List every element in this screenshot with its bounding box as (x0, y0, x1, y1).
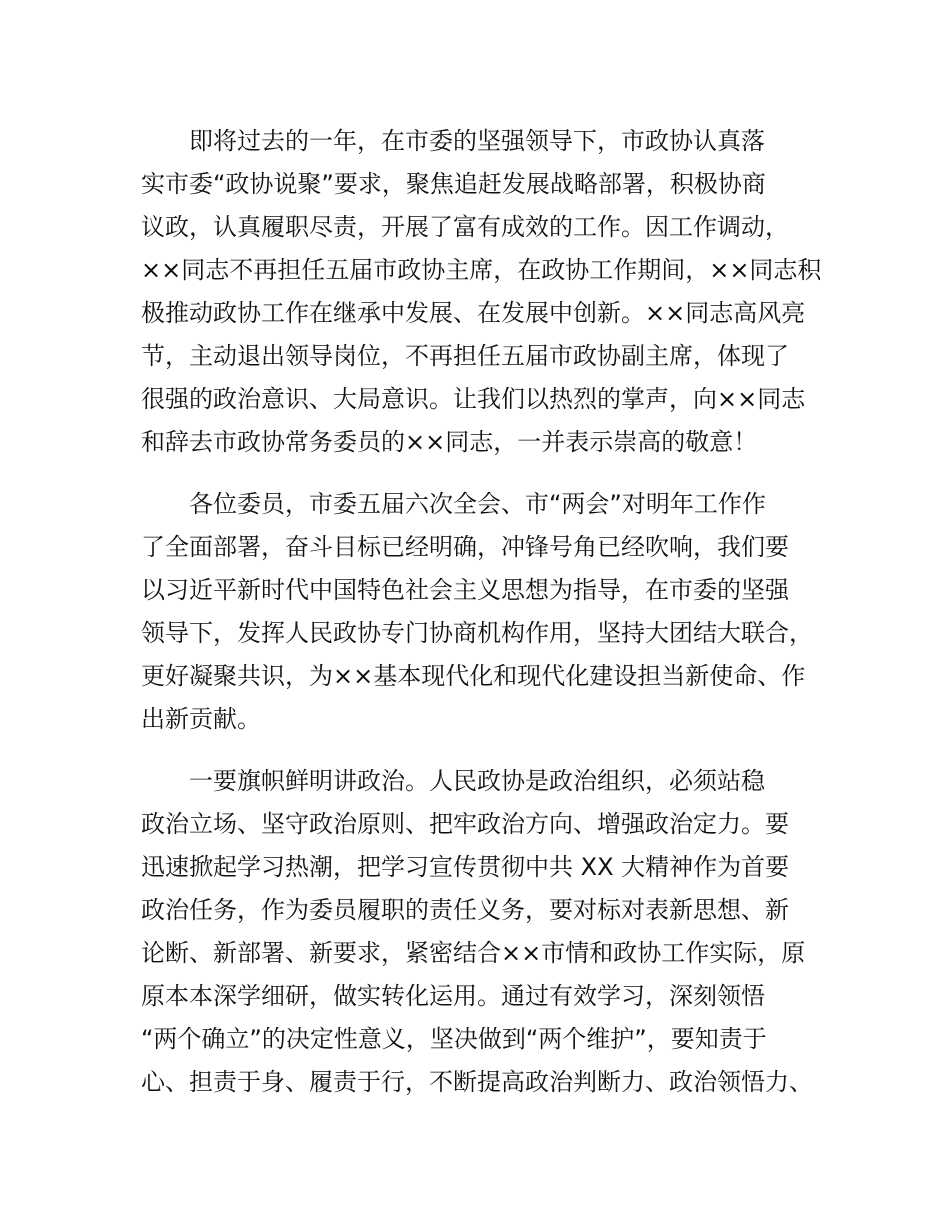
paragraph-2-line-2: 了全面部署，奋斗目标已经明确，冲锋号角已经吹响，我们要 (141, 533, 789, 561)
paragraph-3-line-3: 迅速掀起学习热潮，把学习宣传贯彻中共 XX 大精神作为首要 (141, 853, 790, 881)
paragraph-3-line-4: 政治任务，作为委员履职的责任义务，要对标对表新思想、新 (141, 896, 789, 924)
paragraph-3-line-7: “两个确立”的决定性意义，坚决做到“两个维护”，要知责于 (141, 1025, 767, 1053)
paragraph-2-line-4: 领导下，发挥人民政协专门协商机构作用，坚持大团结大联合， (141, 619, 813, 647)
paragraph-2-line-5: 更好凝聚共识，为××基本现代化和现代化建设担当新使命、作 (141, 662, 806, 690)
paragraph-1-line-2: 实市委“政协说聚”要求，聚焦追赶发展战略部署，积极协商 (141, 170, 766, 198)
paragraph-3-line-2: 政治立场、坚守政治原则、把牢政治方向、增强政治定力。要 (141, 810, 789, 838)
paragraph-3-line-1: 一要旗帜鲜明讲政治。人民政协是政治组织，必须站稳 (189, 767, 765, 795)
paragraph-3-line-8: 心、担责于身、履责于行，不断提高政治判断力、政治领悟力、 (141, 1068, 813, 1096)
paragraph-1-line-4: ××同志不再担任五届市政协主席，在政协工作期间，××同志积 (141, 256, 822, 284)
paragraph-2-line-6: 出新贡献。 (141, 705, 261, 733)
paragraph-1-line-1: 即将过去的一年，在市委的坚强领导下，市政协认真落 (189, 127, 765, 155)
paragraph-3-line-6: 原本本深学细研，做实转化运用。通过有效学习，深刻领悟 (141, 982, 765, 1010)
paragraph-1-line-6: 节，主动退出领导岗位，不再担任五届市政协副主席，体现了 (141, 342, 789, 370)
paragraph-3-line-5: 论断、新部署、新要求，紧密结合××市情和政协工作实际，原 (141, 939, 806, 967)
paragraph-1-line-5: 极推动政协工作在继承中发展、在发展中创新。××同志高风亮 (141, 299, 806, 327)
paragraph-1-line-8: 和辞去市政协常务委员的××同志，一并表示崇高的敬意！ (141, 428, 758, 456)
paragraph-2-line-3: 以习近平新时代中国特色社会主义思想为指导，在市委的坚强 (141, 576, 789, 604)
paragraph-1-line-3: 议政，认真履职尽责，开展了富有成效的工作。因工作调动， (141, 213, 789, 241)
paragraph-1-line-7: 很强的政治意识、大局意识。让我们以热烈的掌声，向××同志 (141, 385, 806, 413)
paragraph-2-line-1: 各位委员，市委五届六次全会、市“两会”对明年工作作 (189, 490, 766, 518)
